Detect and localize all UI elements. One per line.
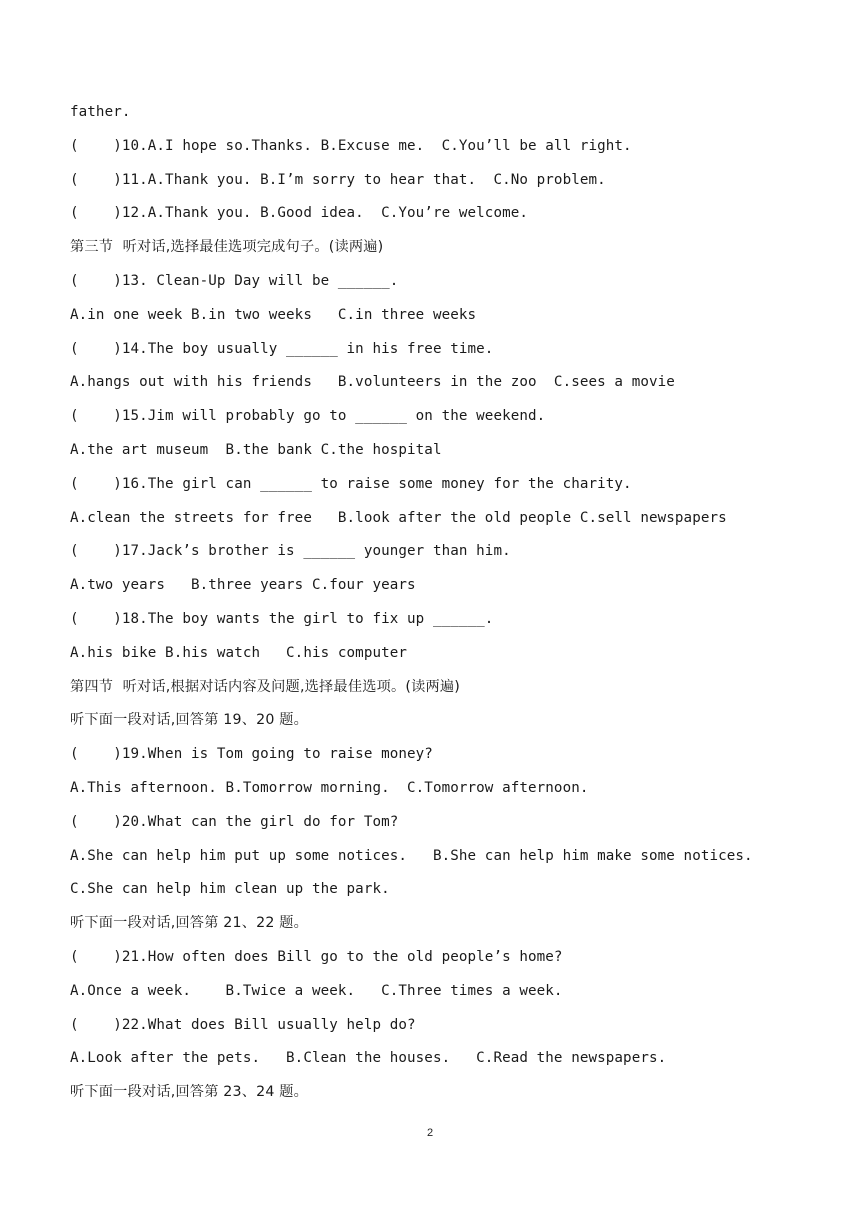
section-heading: 第四节 听对话,根据对话内容及问题,选择最佳选项。(读两遍) [70, 678, 460, 695]
options-line: A.She can help him put up some notices. B.She can help him make some notices. [70, 847, 753, 864]
question-line: ( )12.A.Thank you. B.Good idea. C.You’re welcome. [70, 205, 529, 222]
question-line: ( )14.The boy usually ______ in his free time. [70, 340, 494, 357]
question-line: ( )10.A.I hope so.Thanks. B.Excuse me. C.You’ll be all right. [70, 137, 632, 154]
question-line: ( )17.Jack’s brother is ______ younger than him. [70, 543, 511, 560]
options-line: C.She can help him clean up the park. [70, 881, 390, 898]
instruction-line: 听下面一段对话,回答第 19、20 题。 [70, 712, 309, 729]
options-line: A.Look after the pets. B.Clean the houses. C.Read the newspapers. [70, 1050, 667, 1067]
question-line: ( )15.Jim will probably go to ______ on the weekend. [70, 408, 546, 425]
options-line: A.hangs out with his friends B.volunteers in the zoo C.sees a movie [70, 374, 675, 391]
options-line: A.This afternoon. B.Tomorrow morning. C.Tomorrow afternoon. [70, 779, 589, 796]
options-line: A.two years B.three years C.four years [70, 577, 416, 594]
instruction-line: 听下面一段对话,回答第 23、24 题。 [70, 1084, 309, 1101]
section-heading: 第三节 听对话,选择最佳选项完成句子。(读两遍) [70, 239, 384, 256]
question-line: ( )21.How often does Bill go to the old people’s home? [70, 948, 563, 965]
question-line: ( )19.When is Tom going to raise money? [70, 746, 433, 763]
text-body [70, 100, 830, 1114]
question-line: ( )11.A.Thank you. B.I’m sorry to hear that. C.No problem. [70, 171, 606, 188]
text-line: father. [70, 104, 131, 120]
question-line: ( )18.The boy wants the girl to fix up ______. [70, 610, 494, 627]
question-line: ( )16.The girl can ______ to raise some money for the charity. [70, 475, 632, 492]
options-line: A.Once a week. B.Twice a week. C.Three times a week. [70, 982, 563, 999]
options-line: A.clean the streets for free B.look after the old people C.sell newspapers [70, 509, 727, 526]
page-number: 2 [426, 1127, 434, 1139]
options-line: A.his bike B.his watch C.his computer [70, 644, 408, 661]
options-line: A.the art museum B.the bank C.the hospital [70, 441, 442, 458]
instruction-line: 听下面一段对话,回答第 21、22 题。 [70, 915, 309, 932]
question-line: ( )13. Clean-Up Day will be ______. [70, 272, 399, 289]
question-line: ( )20.What can the girl do for Tom? [70, 813, 399, 830]
question-line: ( )22.What does Bill usually help do? [70, 1016, 416, 1033]
options-line: A.in one week B.in two weeks C.in three weeks [70, 306, 477, 323]
